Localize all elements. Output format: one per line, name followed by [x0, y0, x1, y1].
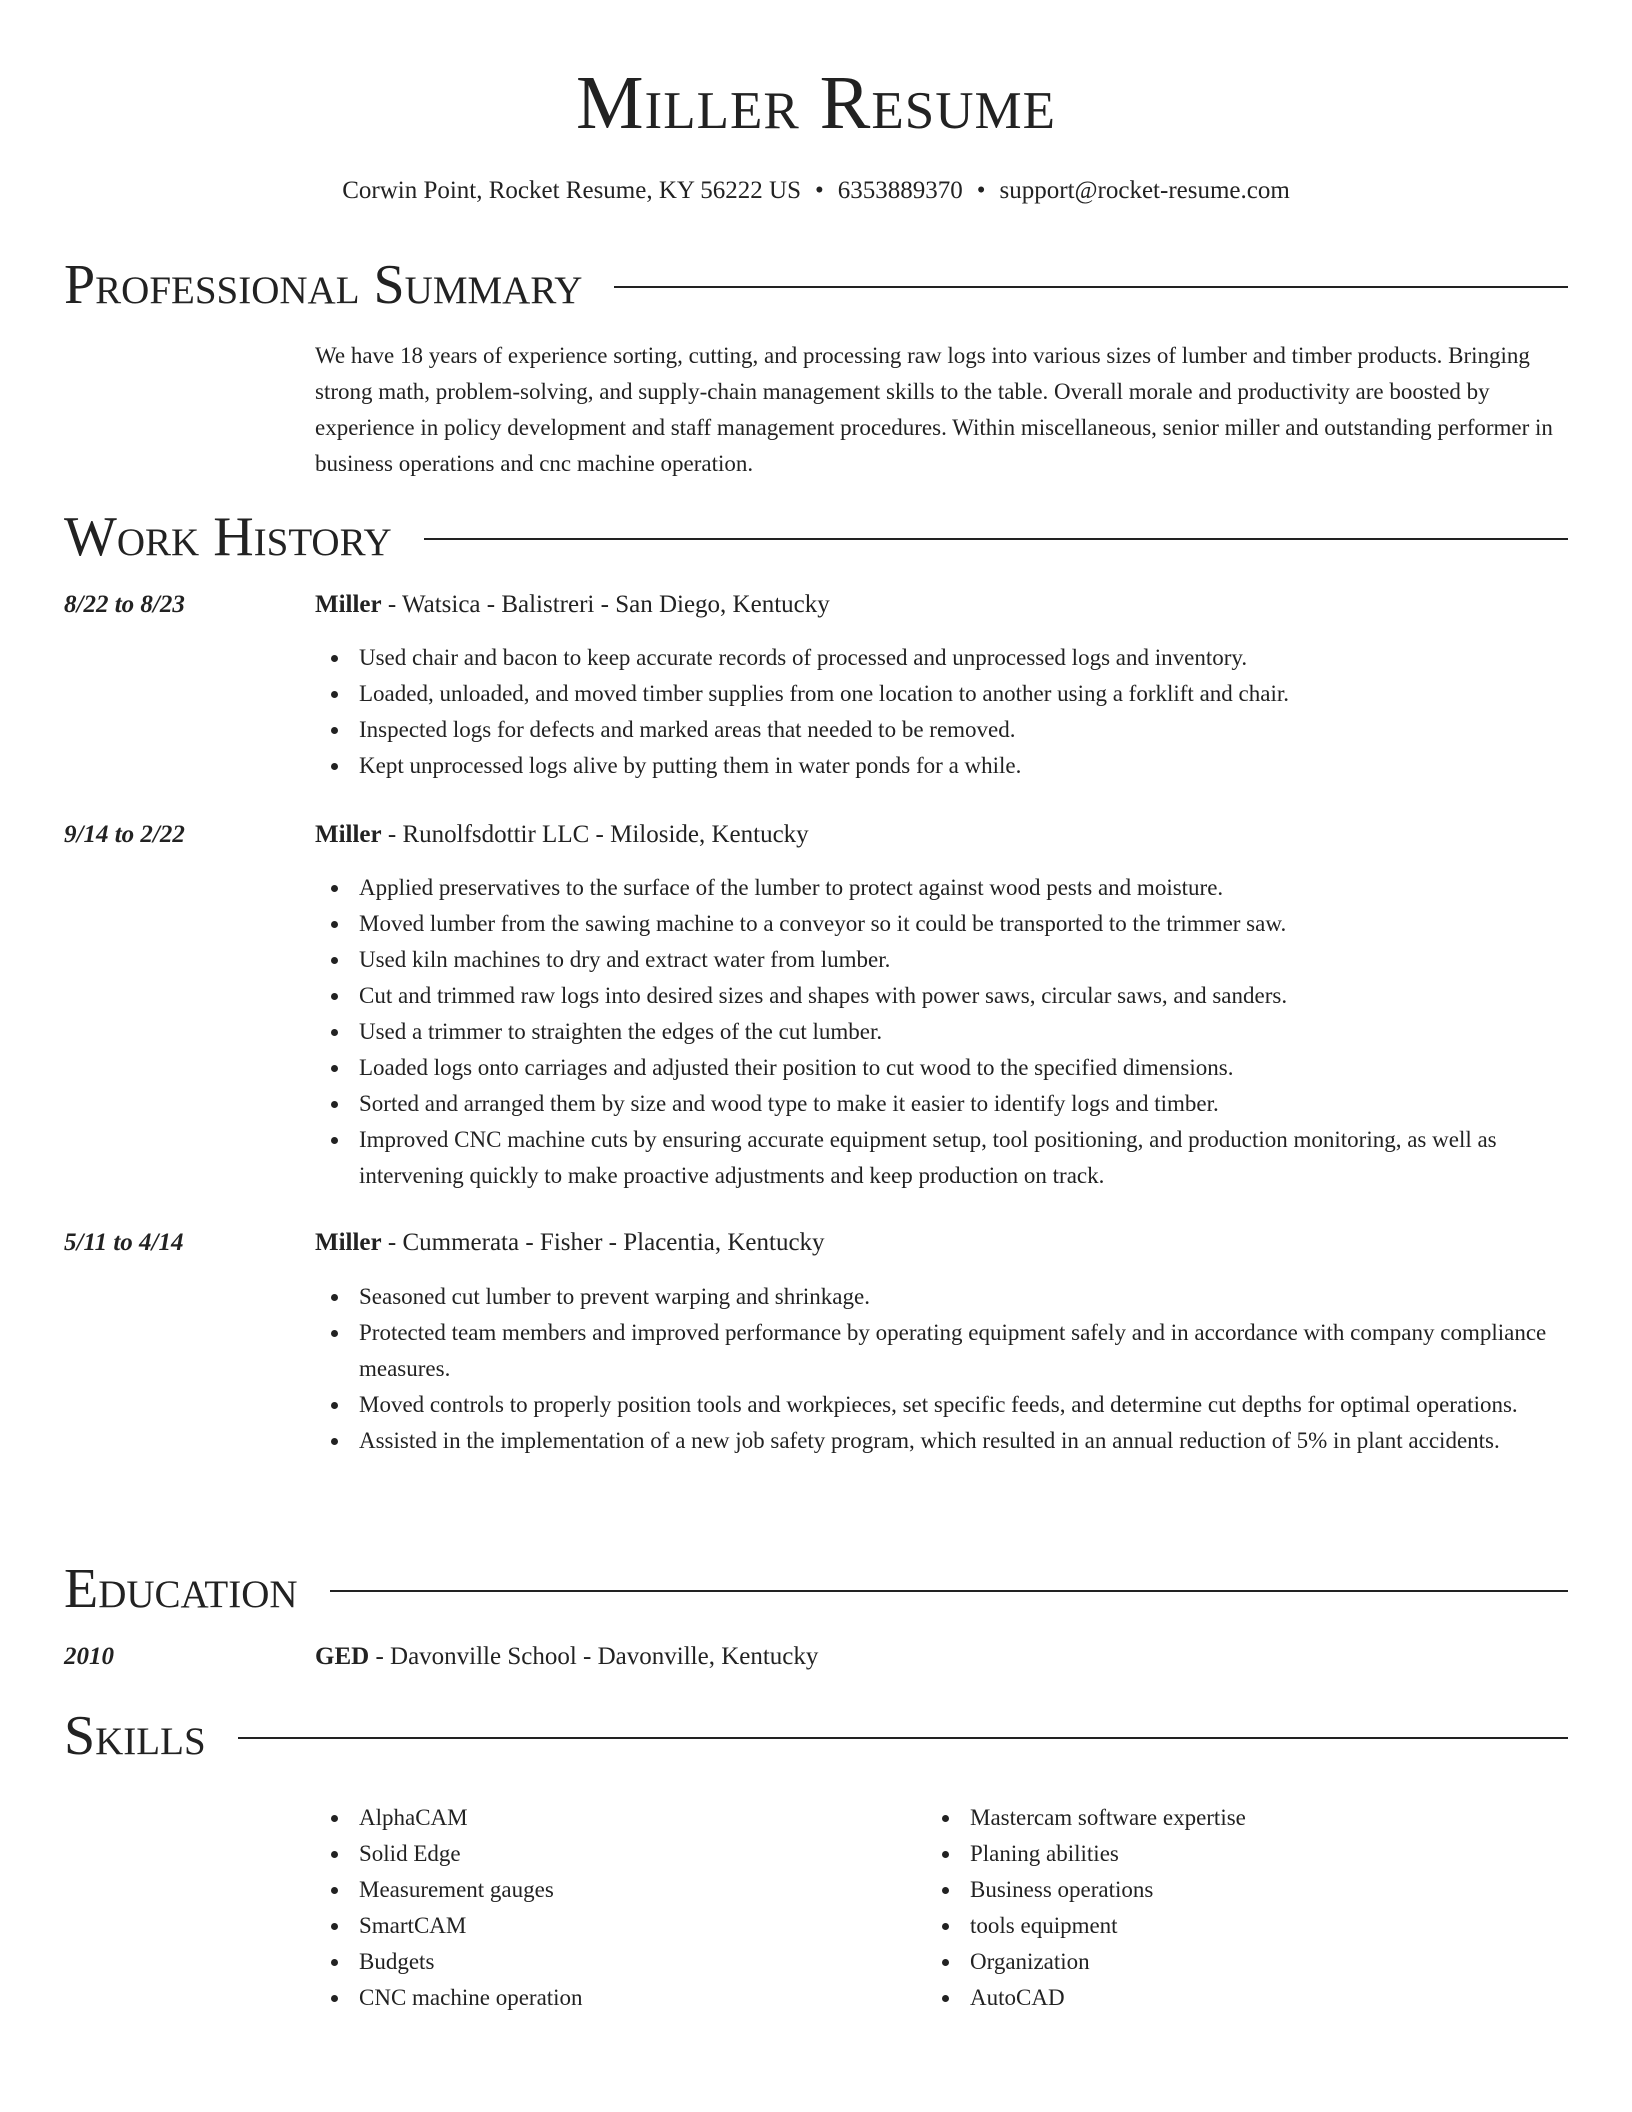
education-year: 2010	[64, 1643, 114, 1670]
job-bullet-list	[315, 640, 1570, 784]
skill-item: Mastercam software expertise	[926, 1800, 1566, 1836]
job-bullet: Used a trimmer to straighten the edges of the cut lumber.	[315, 1014, 1570, 1050]
job-bullet: Seasoned cut lumber to prevent warping and shrinkage.	[315, 1279, 1570, 1315]
contact-separator: •	[814, 177, 824, 204]
work-section-title: Work History	[64, 506, 392, 568]
job-bullet: Kept unprocessed logs alive by putting them in water ponds for a while.	[315, 748, 1570, 784]
job-bullet-list	[315, 1279, 1570, 1459]
job-details: - Runolfsdottir LLC - Miloside, Kentucky	[381, 821, 809, 848]
education-degree: GED	[315, 1643, 370, 1670]
work-section-header	[64, 502, 1568, 572]
job-bullet: Cut and trimmed raw logs into desired sizes and shapes with power saws, circular saws, and sanders.	[315, 978, 1570, 1014]
skills-section-title: Skills	[64, 1705, 206, 1767]
job-bullet: Moved lumber from the sawing machine to a conveyor so it could be transported to the trimmer saw.	[315, 906, 1570, 942]
skill-item: CNC machine operation	[315, 1980, 895, 2016]
summary-section-title: Professional Summary	[64, 254, 583, 316]
section-divider	[238, 1737, 1568, 1739]
education-section-header	[64, 1554, 1568, 1624]
summary-section-header	[64, 250, 1568, 320]
education-details: - Davonville School - Davonville, Kentucky	[369, 1643, 819, 1670]
skill-item: Business operations	[926, 1872, 1566, 1908]
contact-line	[0, 174, 1632, 208]
skill-item: Budgets	[315, 1944, 895, 1980]
job-bullet: Inspected logs for defects and marked areas that needed to be removed.	[315, 712, 1570, 748]
skill-item: Organization	[926, 1944, 1566, 1980]
skill-item: AlphaCAM	[315, 1800, 895, 1836]
job-details: - Watsica - Balistreri - San Diego, Kentucky	[381, 591, 830, 618]
job-title: Miller	[315, 1229, 382, 1256]
skills-section-header	[64, 1701, 1568, 1771]
job-bullet: Protected team members and improved performance by operating equipment safely and in accordance with company compliance measures.	[315, 1315, 1570, 1387]
skill-item: Planing abilities	[926, 1836, 1566, 1872]
education-heading	[315, 1640, 818, 1674]
job-dates: 8/22 to 8/23	[64, 591, 185, 618]
skill-item: SmartCAM	[315, 1908, 895, 1944]
skills-list-right	[926, 1800, 1566, 2016]
section-divider	[614, 286, 1568, 288]
skill-item: tools equipment	[926, 1908, 1566, 1944]
job-heading	[315, 818, 809, 852]
job-heading	[315, 588, 830, 622]
job-bullet-list	[315, 870, 1570, 1194]
job-dates: 5/11 to 4/14	[64, 1229, 184, 1256]
job-bullet: Improved CNC machine cuts by ensuring accurate equipment setup, tool positioning, and production monitoring, as well as intervening quickly to make proactive adjustments and keep production on track.	[315, 1122, 1570, 1194]
job-bullet: Used chair and bacon to keep accurate records of processed and unprocessed logs and inventory.	[315, 640, 1570, 676]
job-heading	[315, 1226, 825, 1260]
job-bullet: Assisted in the implementation of a new job safety program, which resulted in an annual reduction of 5% in plant accidents.	[315, 1423, 1570, 1459]
education-section-title: Education	[64, 1558, 298, 1620]
resume-name: Miller Resume	[575, 61, 1057, 145]
section-divider	[424, 538, 1568, 540]
contact-separator: •	[976, 177, 986, 204]
skill-item: AutoCAD	[926, 1980, 1566, 2016]
job-title: Miller	[315, 591, 382, 618]
job-details: - Cummerata - Fisher - Placentia, Kentucky	[381, 1229, 825, 1256]
job-bullet: Moved controls to properly position tools and workpieces, set specific feeds, and determine cut depths for optimal operations.	[315, 1387, 1570, 1423]
skill-item: Solid Edge	[315, 1836, 895, 1872]
skills-list-left	[315, 1800, 895, 2016]
job-dates: 9/14 to 2/22	[64, 821, 185, 848]
job-title: Miller	[315, 821, 382, 848]
section-divider	[330, 1590, 1568, 1592]
job-bullet: Used kiln machines to dry and extract water from lumber.	[315, 942, 1570, 978]
summary-text: We have 18 years of experience sorting, cutting, and processing raw logs into various sizes of lumber and timber products. Bringing strong math, problem-solving, and supply-chain management skills to the table. Overall morale and productivity are boosted by experience in policy development and staff management procedures. Within miscellaneous, senior miller and outstanding performer in business operations and cnc machine operation.	[315, 343, 1553, 476]
contact-phone: 6353889370	[837, 177, 963, 204]
job-bullet: Loaded, unloaded, and moved timber supplies from one location to another using a forklift and chair.	[315, 676, 1570, 712]
job-bullet: Loaded logs onto carriages and adjusted their position to cut wood to the specified dimensions.	[315, 1050, 1570, 1086]
skill-item: Measurement gauges	[315, 1872, 895, 1908]
job-bullet: Applied preservatives to the surface of the lumber to protect against wood pests and moisture.	[315, 870, 1570, 906]
contact-email: support@rocket-resume.com	[999, 177, 1290, 204]
job-bullet: Sorted and arranged them by size and wood type to make it easier to identify logs and timber.	[315, 1086, 1570, 1122]
contact-address: Corwin Point, Rocket Resume, KY 56222 US	[342, 177, 801, 204]
